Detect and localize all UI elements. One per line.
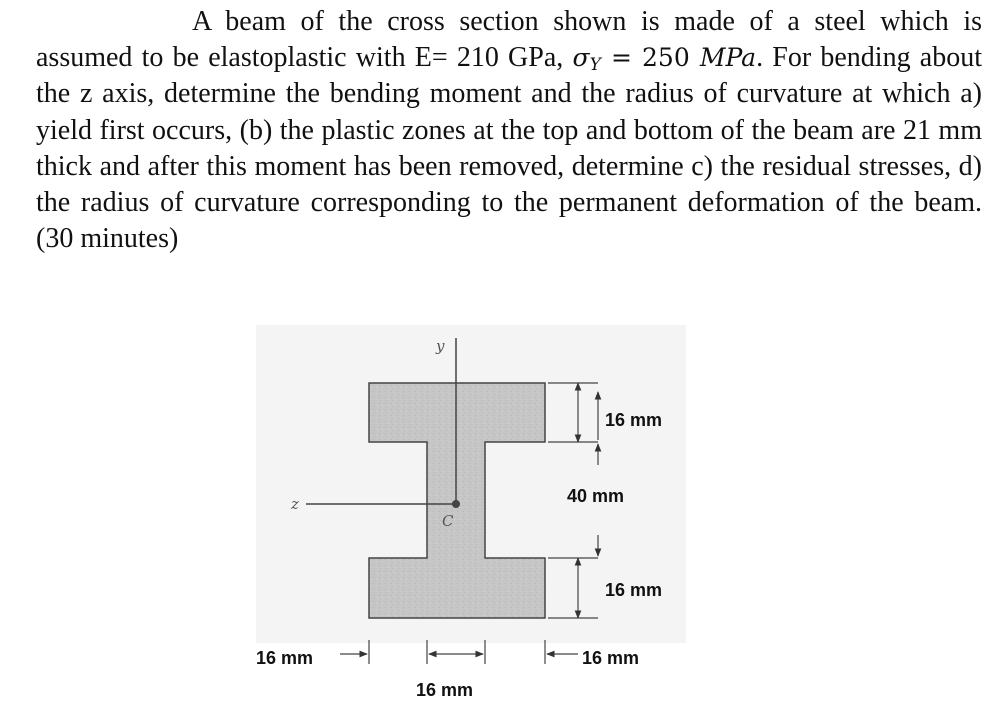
problem-lead: A beam of the cross section shown is made of a steel which is assumed to be elastoplastic with E= 210 GPa, bbox=[36, 6, 982, 74]
equals-sign: = bbox=[610, 43, 632, 73]
sigma-subscript: Y bbox=[589, 55, 601, 76]
y-axis-label: y bbox=[436, 337, 445, 355]
z-axis-label: z bbox=[291, 495, 299, 513]
dim-bottom-flange: 16 mm bbox=[605, 580, 663, 600]
dim-web-height: 40 mm bbox=[567, 486, 625, 506]
centroid-label: C bbox=[442, 512, 454, 530]
dim-right-overhang: 16 mm bbox=[582, 648, 640, 668]
centroid-point bbox=[452, 500, 460, 508]
horizontal-dimensions bbox=[340, 640, 578, 664]
dim-top-flange: 16 mm bbox=[605, 410, 663, 430]
sigma-symbol: σ bbox=[572, 43, 590, 73]
yield-stress-unit: MPa bbox=[699, 43, 757, 73]
problem-rest: . For bending about the z axis, determine the bending moment and the radius of curvature at which a) yield first occurs, (b) the plastic zones at the top and bottom of the beam are 21 mm thick and after this moment has been removed, determine c) the residual stresses, d) the radius of curvature corresponding to the permanent deformation of the beam. (30 minutes) bbox=[36, 42, 982, 255]
dim-left-overhang: 16 mm bbox=[256, 648, 314, 668]
yield-stress-value: 250 bbox=[642, 43, 690, 73]
dim-web-width: 16 mm bbox=[416, 680, 474, 700]
